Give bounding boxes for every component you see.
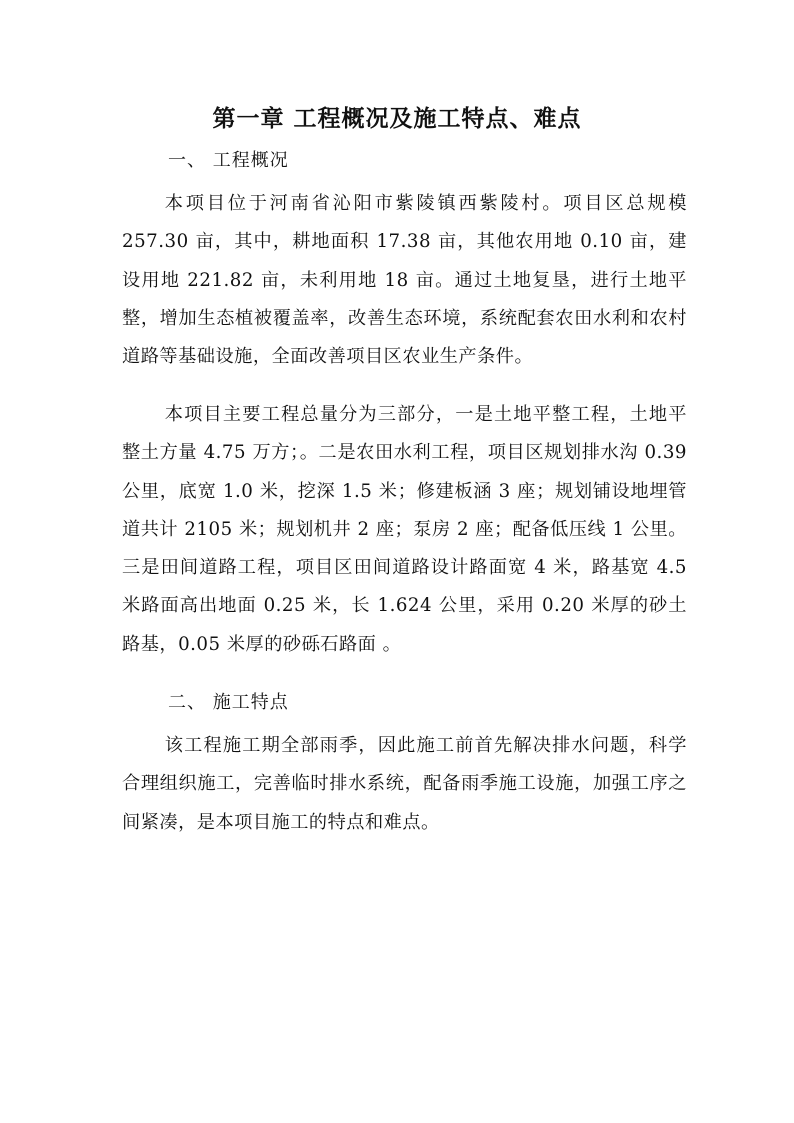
chapter-title: 第一章 工程概况及施工特点、难点: [212, 105, 582, 132]
paragraph-construction-features: 该工程施工期全部雨季，因此施工前首先解决排水问题，科学合理组织施工，完善临时排水系统，配备雨季施工设施，加强工序之间紧凑，是本项目施工的特点和难点。: [122, 735, 687, 833]
paragraph-engineering-quantities: 本项目主要工程总量分为三部分，一是土地平整工程，土地平整土方量 4.75 万方；。二是农田水利工程，项目区规划排水沟 0.39 公里，底宽 1.0 米，挖深 1.5 米；修建板涵 3 座；规划铺设地埋管道共计 2105 米；规划机井 2 座；泵房 2 座；配备低压线 1 公里。三是田间道路工程，项目区田间道路设计路面宽 4 米，路基宽 4.5 米路面高出地面 0.25 米，长 1.624 公里，采用 0.20 米厚的砂土路基，0.05 米厚的砂砾石路面 。: [122, 404, 687, 655]
section-heading-overview: 一、 工程概况: [168, 150, 289, 171]
paragraph-project-location: 本项目位于河南省沁阳市紫陵镇西紫陵村。项目区总规模 257.30 亩，其中，耕地面积 17.38 亩，其他农用地 0.10 亩，建设用地 221.82 亩，未利用地 18 亩。通过土地复垦，进行土地平整，增加生态植被覆盖率，改善生态环境，系统配套农田水利和农村道路等基础设施，全面改善项目区农业生产条件。: [122, 193, 687, 368]
section-heading-construction-features: 二、 施工特点: [168, 692, 289, 713]
